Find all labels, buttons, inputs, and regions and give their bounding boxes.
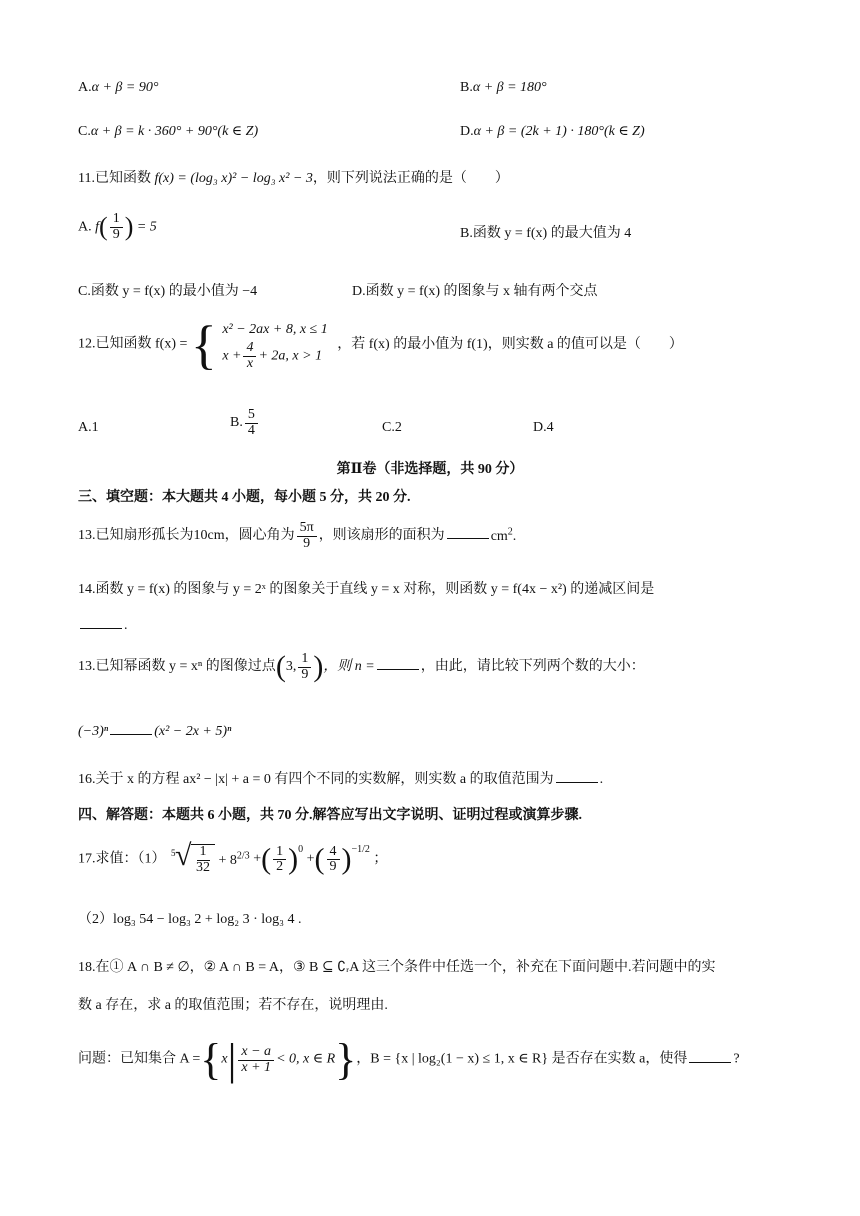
q10-option-d-label: D. [460,124,474,139]
q15-stem: 13.已知幂函数 y = xⁿ 的图像过点(3, $\frac{1}{9}$ )，则 n = ，由此，请比较下列两个数的大小： [78,650,645,684]
q17-prefix: 17.求值：（1） [78,851,166,867]
q13-unit-dot: . [512,529,517,545]
q17-term2 [218,849,250,868]
frac-denominator: 32 [196,859,210,875]
q18-end: ? [733,1051,740,1067]
frac-denominator: x + 1 [241,1059,272,1075]
q11-suffix: ，则下列说法正确的是（ ） [312,171,509,186]
q13-prefix: 13.已知扇形孤长为10cm，圆心角为 [78,527,295,543]
q14-line1: 14.函数 y = f(x) 的图象与 y = 2ˣ 的图象关于直线 y = x 对称，则函数 y = f(4x − x²) 的递减区间是 [78,582,655,597]
q13-angle [297,521,317,551]
q10-option-c-cond: (k ∈ Z) [217,124,259,139]
q18-prefix: 问题：已知集合 A = [78,1051,201,1067]
q12-option-b [230,408,260,438]
q10-options-row2 [78,124,786,141]
frac-numerator: 5π [297,521,317,537]
q15-compare [78,722,786,741]
q10-option-d: α + β = (2k + 1) · 180° [473,124,604,139]
frac-denominator: x [246,355,254,371]
q18-setA-var: x [221,1051,228,1067]
q18-line1: 18.在① A ∩ B ≠ ∅，② A ∩ B = A，③ B ⊆ ∁ᵣA 这三个条件中任选一个，补充在下面问题中.若问题中的实 [78,960,716,975]
q15-point-x: 3, [285,658,297,674]
q10-option-c-label: C. [78,124,91,139]
q18-setA-rest: < 0, x ∈ R [276,1051,336,1067]
q14-line2 [78,616,786,635]
q13-unit [490,526,517,545]
q18-answer-blank[interactable] [689,1050,731,1063]
frac-denominator: 2 [276,859,284,875]
q15-mid: ，则 n = [323,658,375,674]
q16-end: . [599,772,604,787]
frac-numerator: 4 [243,341,256,357]
q14-answer-blank[interactable] [80,616,122,629]
q11-option-b: B.函数 y = f(x) 的最大值为 4 [460,226,632,241]
q15-prefix: 13.已知幂函数 y = xⁿ 的图像过点 [78,658,276,674]
q12-prefix: 12.已知函数 f(x) = [78,336,188,352]
q13-unit-base: cm [490,529,508,545]
q14-end: . [124,618,128,633]
q15-answer-blank[interactable] [377,657,419,670]
q18-setB: ，B = {x | log₂(1 − x) ≤ 1, x ∈ R} 是否存在实数 a，使得 [356,1051,688,1067]
q17-part2: （2）log₃ 54 − log₃ 2 + log₂ 3 · log₃ 4 . [78,912,302,927]
q15-compare-blank[interactable] [110,722,152,735]
frac-numerator: 4 [327,845,340,861]
q11-options-row1: A. f( $\frac{1}{9}$ ) = 5 B.函数 y = f(x) 的最大值为 4 [78,211,632,242]
section4-heading: 四、解答题：本题共 6 小题，共 70 分.解答应写出文字说明、证明过程或演算步骤. [78,808,582,823]
q13 [78,521,786,551]
q12-stem: 12.已知函数 f(x) = { x² − 2ax + 8, x ≤ 1 x + $\frac{4}{x}$ + 2a, x > 1 ，若 f(x) 的最小值为 f(1)，则实数 a 的值可以是（ ） [78,315,683,375]
q12-suffix: ，若 f(x) 的最小值为 f(1)，则实数 a 的值可以是（ ） [337,336,683,352]
q11-option-c: C.函数 y = f(x) 的最小值为 −4 [78,284,258,299]
root-index: 5 [171,848,176,858]
frac-denominator: 9 [112,226,120,242]
q11-option-a-label: A. [78,219,92,235]
q11-prefix: 11.已知函数 [78,171,151,186]
q16 [78,770,786,789]
q18-line2: 数 a 存在，求 a 的取值范围；若不存在，说明理由. [78,998,388,1013]
frac-numerator: 5 [245,408,258,424]
q12-piece-2 [222,341,327,371]
q16-answer-blank[interactable] [556,770,598,783]
q10-option-b-label: B. [460,80,473,95]
frac-numerator: 1 [110,212,123,228]
q17-term2-base: + 8 [218,852,237,868]
q12-option-c: C.2 [382,420,402,435]
q10-options-row1 [78,80,786,97]
q15-compare-right: (x² − 2x + 5)ⁿ [154,724,232,739]
q12-piecewise [222,319,327,372]
q17-part1: 17.求值：（1） 5 √ $\frac{1}{32}$ + $8^{2/3}$ +( $\frac{1}{2}$ )$^0$ +( $\frac{4}{9}$ )$^{-1/2}$ ； [78,839,388,876]
q11-option-a-func: f [95,219,100,235]
frac-numerator: 1 [197,845,210,861]
q10-option-d-cond: (k ∈ Z) [603,124,645,139]
frac-numerator: x − a [238,1045,274,1061]
q13-suffix: ，则该扇形的面积为 [318,527,445,543]
frac-numerator: 1 [273,845,286,861]
q13-answer-blank[interactable] [447,526,489,539]
q10-option-a-label: A. [78,80,92,95]
q12-piece-2-a: x + [222,348,242,364]
frac-denominator: 9 [329,859,337,875]
q11-option-a-rhs: = 5 [136,219,157,235]
q17-term2-exp: 2/3 [236,849,250,861]
section3-heading: 三、填空题：本大题共 4 小题，每小题 5 分，共 20 分. [78,490,411,505]
q12-piece-1: x² − 2ax + 8, x ≤ 1 [222,321,328,337]
q11-option-d: D.函数 y = f(x) 的图象与 x 轴有两个交点 [352,284,598,299]
q17-fifth-root: 5 √ $\frac{1}{32}$ [169,844,215,875]
q12-piece-2-b: + 2a, x > 1 [258,348,323,364]
q12-option-a: A.1 [78,420,99,435]
frac-numerator: 1 [298,652,311,668]
q15-compare-left: (−3)ⁿ [78,724,109,739]
q11-option-a-fraction [110,212,123,242]
q18-question: 问题：已知集合 A ={x| $\frac{x - a}{x + 1}$ < 0, x ∈ R}，B = {x | log₂(1 − x) ≤ 1, x ∈ R} 是否存在实数 a，使得 ? [78,1035,740,1084]
q11-options-row2 [78,284,786,301]
q12-option-d: D.4 [533,420,554,435]
q10-option-c: α + β = k · 360° + 90° [90,124,218,139]
q17-end: ； [373,851,388,867]
part2-title: 第Ⅱ卷（非选择题，共 90 分） [336,462,524,477]
q17-term4-exp: −1/2 [351,844,370,855]
frac-denominator: 4 [247,422,255,438]
frac-denominator: 9 [301,666,309,682]
q11-function: f(x) = (log₃ x)² − log₃ x² − 3 [154,171,313,186]
q13-unit-sup: 2 [507,526,513,538]
q15-suffix: ，由此，请比较下列两个数的大小： [420,658,645,674]
q12-option-b-label: B. [230,414,243,430]
q10-option-a: α + β = 90° [91,80,159,95]
q10-option-b: α + β = 180° [472,80,547,95]
q11-stem [78,171,786,188]
frac-denominator: 9 [303,535,311,551]
q17-term3-exp: 0 [298,844,304,855]
q16-text: 16.关于 x 的方程 ax² − |x| + a = 0 有四个不同的实数解，则实数 a 的取值范围为 [78,772,554,787]
